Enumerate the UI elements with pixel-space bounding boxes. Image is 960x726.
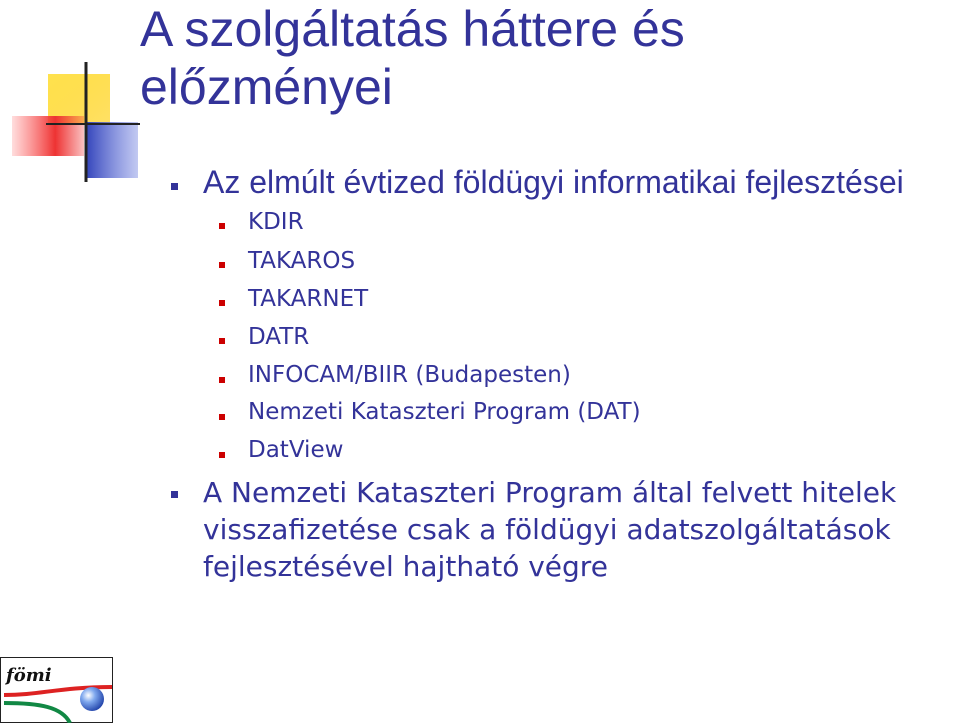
sub-item-nemzeti-kataszteri-program: Nemzeti Kataszteri Program (DAT) <box>248 399 641 425</box>
slide-title-line-2: előzményei <box>140 59 393 115</box>
bullet-text-2-line-3: fejlesztésével hajtható végre <box>203 550 608 583</box>
fomi-logo-text: fömi <box>6 665 52 686</box>
bullet-text-1: Az elmúlt évtized földügyi informatikai fejlesztései <box>203 164 904 200</box>
sub-bullet-marker-5 <box>219 377 225 383</box>
sub-bullet-marker-4 <box>219 338 225 344</box>
bullet-text-2-line-1: A Nemzeti Kataszteri Program által felvett hitelek <box>203 476 897 509</box>
bullet-text-2-line-2: visszafizetése csak a földügyi adatszolgáltatások <box>203 513 891 546</box>
fomi-logo <box>0 657 114 723</box>
sub-item-kdir: KDIR <box>248 209 304 235</box>
sub-bullet-marker-6 <box>219 414 225 420</box>
sub-bullet-marker-2 <box>219 262 225 268</box>
bullet-text-2 <box>203 474 896 585</box>
bullet-marker-1 <box>171 183 178 190</box>
sub-item-takarnet: TAKARNET <box>248 286 369 312</box>
sub-item-datr: DATR <box>248 324 310 350</box>
sub-bullet-marker-1 <box>219 223 225 229</box>
sub-item-infocam: INFOCAM/BIIR (Budapesten) <box>248 362 571 388</box>
sub-item-datview: DatView <box>248 437 344 463</box>
bullet-marker-2 <box>171 491 178 498</box>
sub-item-takaros: TAKAROS <box>248 248 356 274</box>
sub-bullet-marker-7 <box>219 452 225 458</box>
sub-bullet-marker-3 <box>219 300 225 306</box>
slide-title-line-1: A szolgáltatás háttere és <box>140 1 685 57</box>
logo-globe <box>80 687 104 711</box>
